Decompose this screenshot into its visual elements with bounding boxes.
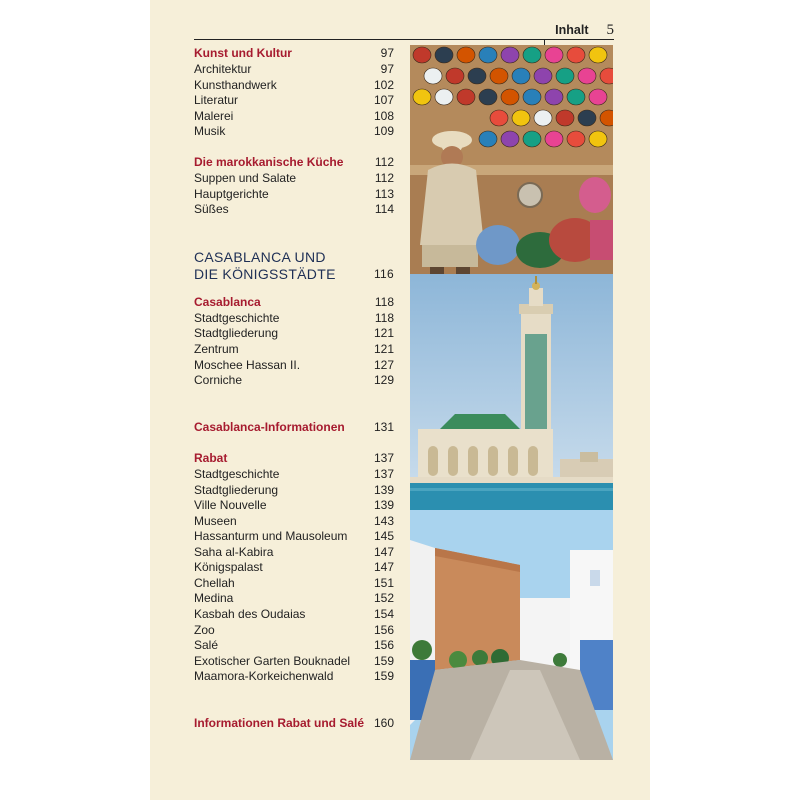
toc-section-label: Informationen Rabat und Salé [194,716,365,730]
cap-decoration [435,89,453,105]
cap-decoration [413,47,431,63]
cap-decoration [589,47,607,63]
toc-page-number: 147 [373,545,394,559]
cap-decoration [545,131,563,147]
cap-decoration [501,89,519,105]
toc-item-label: Architektur [194,62,252,76]
toc-section-rabat-info[interactable] [194,715,394,731]
toc-page-number: 159 [373,654,394,668]
toc-item[interactable] [194,310,394,326]
cap-decoration [578,68,596,84]
toc-item-label: Hassanturm und Mausoleum [194,529,348,543]
toc-item-label: Musik [194,124,226,138]
running-header [555,20,614,40]
cap-decoration [589,131,607,147]
toc-item[interactable] [194,341,394,357]
toc-item-label: Stadtgliederung [194,483,279,497]
toc-item-label: Zoo [194,623,215,637]
toc-page-number: 156 [373,638,394,652]
toc-item-label: Suppen und Salate [194,171,297,185]
toc-page-number: 118 [374,311,394,325]
toc-item-label: Museen [194,514,237,528]
toc-item-label: Saha al-Kabira [194,545,274,559]
toc-item-label: Stadtgeschichte [194,467,280,481]
toc-item[interactable] [194,108,394,124]
toc-item[interactable] [194,92,394,108]
toc-item-label: Stadtgeschichte [194,311,280,325]
market-stall-illustration [410,45,613,274]
toc-page-number: 156 [373,623,394,637]
toc-item[interactable] [194,622,394,638]
cap-decoration [589,89,607,105]
toc-item-label: Exotischer Garten Bouknadel [194,654,351,668]
cap-decoration [523,47,541,63]
toc-page-number: 139 [373,498,394,512]
photo-kasbah-alley [410,510,613,760]
cap-decoration [512,68,530,84]
toc-item[interactable] [194,201,394,217]
toc-page-number: 102 [373,78,394,92]
toc-page-number: 143 [373,514,394,528]
chapter-heading[interactable] [194,249,394,283]
cap-decoration [490,68,508,84]
toc-item[interactable] [194,653,394,669]
toc-section-kueche[interactable] [194,154,394,170]
mosque-illustration [410,274,613,510]
toc-item[interactable] [194,544,394,560]
toc-item[interactable] [194,559,394,575]
toc-item[interactable] [194,513,394,529]
header-rule [194,39,614,40]
toc-item[interactable] [194,61,394,77]
chapter-title-line1: CASABLANCA UND [194,249,326,265]
toc-item-label: Kasbah des Oudaias [194,607,306,621]
cap-decoration [479,131,497,147]
toc-page-number: 159 [373,669,394,683]
toc-item-label: Maamora-Korkeichenwald [194,669,334,683]
toc-item[interactable] [194,528,394,544]
cap-decoration [523,131,541,147]
toc-item-label: Corniche [194,373,243,387]
toc-item-label: Stadtgliederung [194,326,279,340]
toc-page-number: 131 [373,420,394,434]
book-page [150,0,650,800]
cap-decoration [424,68,442,84]
cap-decoration [468,68,486,84]
header-page-number: 5 [606,21,614,38]
toc-item-label: Moschee Hassan II. [194,358,301,372]
toc-item[interactable] [194,372,394,388]
toc-item-label: Kunsthandwerk [194,78,277,92]
cap-decoration [523,89,541,105]
cap-decoration [556,110,574,126]
cap-decoration [413,89,431,105]
cap-decoration [567,89,585,105]
toc-item[interactable] [194,606,394,622]
header-label: Inhalt [555,23,589,37]
toc-section-rabat[interactable] [194,450,394,466]
toc-page-number: 107 [373,93,394,107]
toc-page-number: 151 [373,576,394,590]
toc-item[interactable] [194,466,394,482]
toc-item[interactable] [194,637,394,653]
toc-page-number: 97 [380,62,394,76]
toc-page-number: 114 [374,202,394,216]
toc-item[interactable] [194,482,394,498]
cap-decoration [567,131,585,147]
cap-decoration [501,131,519,147]
photo-market-stall [410,45,613,274]
toc-page-number: 137 [373,451,394,465]
toc-page-number: 137 [373,467,394,481]
toc-section-label: Casablanca-Informationen [194,420,345,434]
toc-item-label: Hauptgerichte [194,187,269,201]
cap-decoration [534,68,552,84]
toc-page-number: 145 [373,529,394,543]
toc-page-number: 108 [373,109,394,123]
toc-section-label: Die marokkanische Küche [194,155,344,169]
cap-decoration [457,47,475,63]
toc-page-number: 97 [380,46,394,60]
cap-decoration [567,47,585,63]
toc-item-label: Chellah [194,576,235,590]
toc-item[interactable] [194,357,394,373]
toc-page-number: 109 [373,124,394,138]
toc-item-label: Literatur [194,93,239,107]
cap-decoration [545,89,563,105]
toc-page-number: 152 [373,591,394,605]
toc-page-number: 118 [374,295,394,309]
toc-page-number: 154 [373,607,394,621]
toc-item-label: Malerei [194,109,234,123]
cap-decoration [534,110,552,126]
toc-item[interactable] [194,497,394,513]
cap-decoration [435,47,453,63]
chapter-title-line2: DIE KÖNIGSSTÄDTE [194,266,336,282]
toc-item[interactable] [194,325,394,341]
toc-page-number: 160 [373,716,394,730]
cap-decoration [479,89,497,105]
cap-decoration [578,110,596,126]
toc-page-number: 121 [373,342,394,356]
toc-section-kunst[interactable] [194,45,394,61]
toc-page-number: 129 [373,373,394,387]
toc-section-label: Casablanca [194,295,261,309]
cap-decoration [446,68,464,84]
toc-item-label: Süßes [194,202,229,216]
toc-section-label: Rabat [194,451,228,465]
toc-item-label: Salé [194,638,219,652]
toc-page-number: 147 [373,560,394,574]
cap-decoration [556,68,574,84]
toc-item[interactable] [194,575,394,591]
toc-page-number: 112 [374,171,394,185]
toc-page-number: 121 [373,326,394,340]
toc-page-number: 112 [374,155,394,169]
cap-decoration [545,47,563,63]
cap-decoration [501,47,519,63]
toc-item[interactable] [194,170,394,186]
cap-decoration [457,89,475,105]
toc-item[interactable] [194,590,394,606]
toc-item[interactable] [194,77,394,93]
toc-section-casablanca[interactable] [194,294,394,310]
toc-item[interactable] [194,668,394,684]
cap-decoration [490,110,508,126]
toc-page-number: 113 [374,187,394,201]
toc-page-number: 127 [373,358,394,372]
toc-item-label: Zentrum [194,342,239,356]
alley-illustration [410,510,613,760]
toc-page-number: 116 [373,267,394,281]
toc-item-label: Ville Nouvelle [194,498,267,512]
toc-item-label: Medina [194,591,234,605]
toc-item-label: Königspalast [194,560,263,574]
toc-section-casablanca-info[interactable] [194,419,394,435]
toc-section-label: Kunst und Kultur [194,46,292,60]
cap-decoration [512,110,530,126]
photo-hassan-ii-mosque [410,274,613,510]
toc-item[interactable] [194,123,394,139]
toc-item[interactable] [194,186,394,202]
cap-decoration [479,47,497,63]
toc-page-number: 139 [373,483,394,497]
